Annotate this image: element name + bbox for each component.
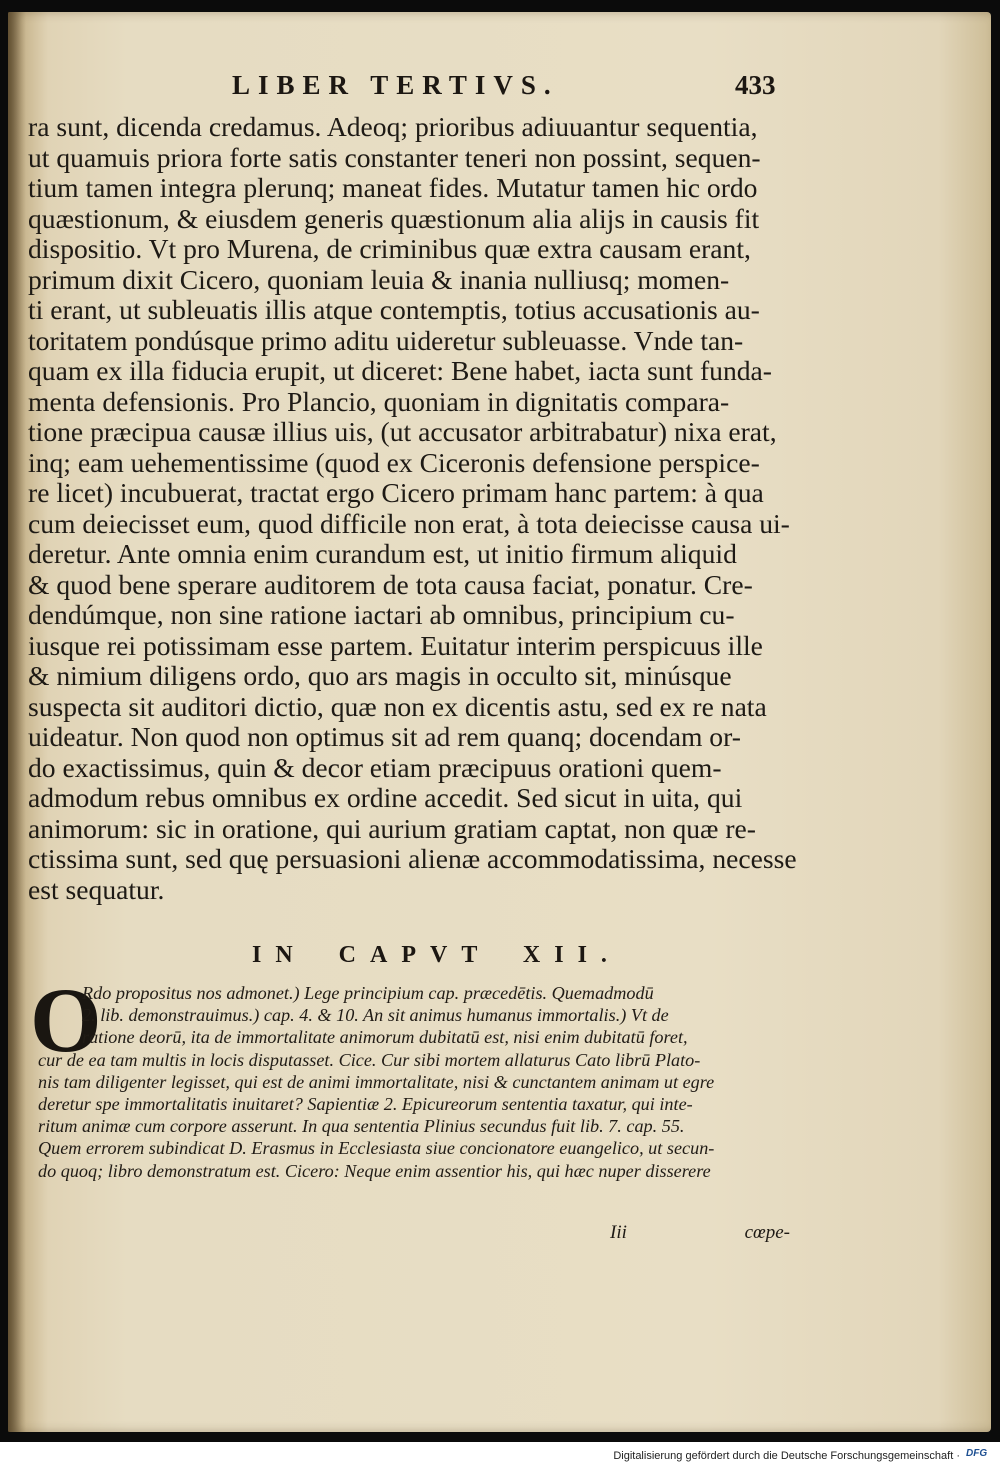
page-footer-marks — [610, 1222, 790, 1244]
drop-capital: O — [30, 969, 102, 1071]
text-line: iusque rei potissimam esse partem. Euitatur interim perspicuus ille — [28, 629, 763, 661]
dfg-logo: DFG — [966, 1448, 988, 1459]
page-gutter-shadow — [8, 12, 26, 1432]
text-line: menta defensionis. Pro Plancio, quoniam in dignitatis compara- — [28, 385, 730, 417]
text-line: deretur. Ante omnia enim curandum est, ut initio firmum aliquid — [28, 538, 737, 569]
running-head: LIBER TERTIVS. — [232, 70, 559, 100]
text-line: do exactissimus, quin & decor etiam præcipuus orationi quem- — [28, 751, 722, 783]
text-line: cum deiecisset eum, quod difficile non erat, à tota deiecisse causa ui- — [28, 507, 790, 539]
text-line: tium tamen integra plerunq; maneat fides. Mutatur tamen hic ordo — [28, 172, 758, 203]
text-line: dendúmque, non sine ratione iactari ab omnibus, principium cu- — [28, 599, 735, 630]
digitization-footer — [0, 1442, 1000, 1472]
commentary-line: Rdo propositus nos admonet.) Lege principium cap. præcedētis. Quemadmodū — [82, 983, 654, 1003]
text-line: inq; eam uehementissime (quod ex Ciceronis defensione perspice- — [28, 446, 760, 478]
signature-mark: Iii — [610, 1222, 627, 1243]
text-line: re licet) incubuerat, tractat ergo Cicero primam hanc partem: à qua — [28, 477, 764, 508]
text-line: suspecta sit auditori dictio, quæ non ex dicentis astu, sed ex re nata — [28, 690, 767, 722]
commentary-block — [38, 982, 798, 1182]
text-line: quæstionum, & eiusdem generis quæstionum alia alijs in causis fit — [28, 202, 760, 234]
text-line: toritatem pondúsque primo aditu uideretur subleuasse. Vnde tan- — [28, 324, 744, 356]
commentary-line: cur de ea tam multis in locis disputasset. Cice. Cur sibi mortem allaturus Cato librū Plato- — [38, 1049, 701, 1070]
text-line: quam ex illa fiducia erupit, ut diceret: Bene habet, iacta sunt funda- — [28, 355, 772, 386]
text-line: animorum: sic in oratione, qui aurium gratiam captat, non quæ re- — [28, 812, 756, 844]
commentary-line: 2. lib. demonstrauimus.) cap. 4. & 10. An sit animus humanus immortalis.) Vt de — [82, 1005, 669, 1026]
text-line: ut quamuis priora forte satis constanter teneri non possint, sequen- — [28, 141, 761, 173]
text-line: est sequatur. — [28, 873, 165, 905]
text-line: & nimium diligens ordo, quo ars magis in occulto sit, minúsque — [28, 660, 732, 691]
commentary-line: ratione deorū, ita de immortalitate animorum dubitatū est, nisi enim dubitatū foret, — [82, 1027, 688, 1048]
text-line: & quod bene sperare auditorem de tota causa faciat, ponatur. Cre- — [28, 568, 753, 600]
chapter-heading: IN CAPVT XII. — [252, 942, 621, 968]
text-line: primum dixit Cicero, quoniam leuia & inania nulliusq; momen- — [28, 263, 730, 295]
page-number: 433 — [735, 70, 776, 100]
text-line: ti erant, ut subleuatis illis atque contemptis, totius accusationis au- — [28, 294, 760, 325]
commentary-line: Quem errorem subindicat D. Erasmus in Ecclesiasta siue concionatore euangelico, ut secun- — [38, 1138, 715, 1159]
text-line: dispositio. Vt pro Murena, de criminibus quæ extra causam erant, — [28, 233, 751, 264]
commentary-line: nis tam diligenter legisset, qui est de animi immortalitate, nisi & cunctantem animam ut egre — [38, 1071, 715, 1092]
text-line: uideatur. Non quod non optimus sit ad rem quanq; docendam or- — [28, 721, 741, 752]
main-text-block — [28, 111, 797, 905]
text-line: ctissima sunt, sed quę persuasioni alienæ accommodatissima, necesse — [28, 843, 797, 874]
catchword: cœpe- — [744, 1222, 790, 1243]
commentary-line: do quoq; libro demonstratum est. Cicero: Neque enim assentior his, qui hæc nuper disserere — [38, 1160, 711, 1181]
text-line: admodum rebus omnibus ex ordine accedit. Sed sicut in uita, qui — [28, 782, 743, 813]
funding-credit: Digitalisierung gefördert durch die Deutsche Forschungsgemeinschaft · — [613, 1450, 960, 1462]
text-line: tione præcipua causæ illius uis, (ut accusator arbitrabatur) nixa erat, — [28, 416, 777, 447]
text-line: ra sunt, dicenda credamus. Adeoq; prioribus adiuuantur sequentia, — [28, 111, 758, 142]
commentary-line: ritum animæ cum corpore asserunt. In qua sententia Plinius secundus fuit lib. 7. cap. 55. — [38, 1116, 685, 1137]
commentary-line: deretur spe immortalitatis inuitaret? Sapientiæ 2. Epicureorum sententia taxatur, qui inte- — [38, 1093, 693, 1114]
